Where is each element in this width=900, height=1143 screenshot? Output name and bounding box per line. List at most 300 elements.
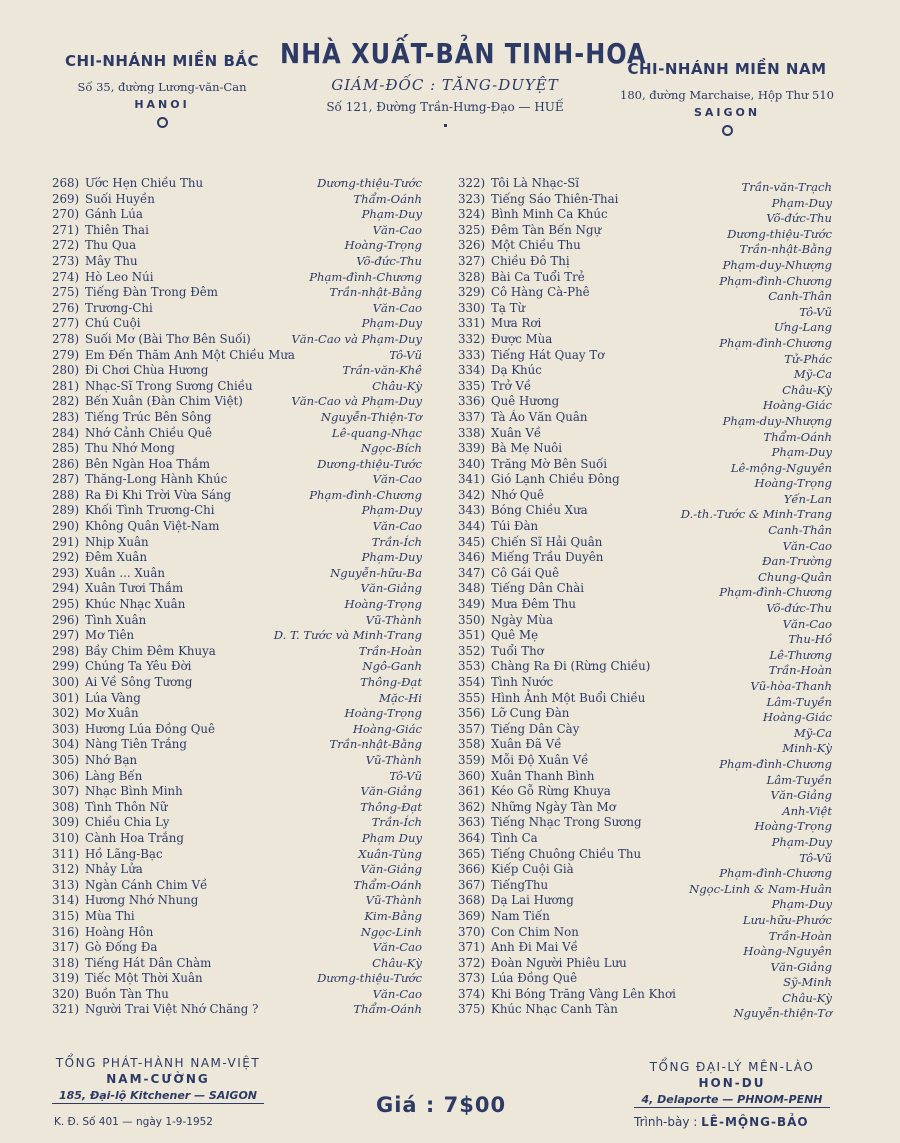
song-number: 313) bbox=[52, 877, 80, 892]
song-row bbox=[458, 706, 832, 725]
song-title: Đêm Xuân bbox=[85, 550, 148, 565]
song-number: 342) bbox=[458, 487, 486, 502]
north-branch-city: HANOI bbox=[134, 98, 190, 111]
song-author: Đan-Trường bbox=[762, 554, 832, 569]
song-row bbox=[52, 597, 422, 613]
song-author: Phạm-đình-Chương bbox=[719, 585, 832, 600]
song-author: Trần-Hoàn bbox=[768, 928, 832, 943]
song-title: Tình Ca bbox=[491, 830, 538, 845]
song-number: 293) bbox=[52, 565, 80, 580]
song-author: Ngô-Ganh bbox=[362, 659, 422, 674]
song-row bbox=[458, 441, 832, 460]
song-number: 274) bbox=[52, 269, 80, 284]
song-title: Mùa Thi bbox=[85, 908, 135, 923]
song-number: 287) bbox=[52, 472, 80, 487]
song-number: 270) bbox=[52, 207, 80, 222]
song-row bbox=[52, 457, 422, 473]
song-row bbox=[458, 940, 832, 959]
song-row bbox=[458, 316, 832, 335]
song-row bbox=[458, 270, 832, 286]
song-title: Chiều Đô Thị bbox=[491, 253, 570, 268]
song-author: Hoàng-Giác bbox=[762, 710, 832, 725]
song-row bbox=[458, 925, 832, 941]
song-row bbox=[458, 550, 832, 569]
song-title: Suối Mơ (Bài Thơ Bên Suối) bbox=[85, 331, 251, 346]
song-number: 334) bbox=[458, 363, 486, 378]
song-title: Bến Xuân (Đàn Chim Việt) bbox=[85, 394, 243, 409]
song-title: Ai Về Sông Tương bbox=[85, 675, 193, 689]
song-title: Ước Hẹn Chiều Thu bbox=[85, 176, 204, 190]
song-number: 272) bbox=[52, 238, 80, 253]
song-title: Cô Hàng Cà-Phê bbox=[491, 285, 590, 300]
song-author: Phạm-đình-Chương bbox=[309, 269, 422, 284]
song-title: Cô Gái Quê bbox=[491, 565, 560, 580]
song-number: 269) bbox=[52, 191, 80, 206]
song-author: Võ-đức-Thu bbox=[766, 601, 832, 616]
song-author: Hoàng-Trọng bbox=[754, 476, 832, 491]
song-title: Khối Tình Trương-Chi bbox=[85, 503, 215, 518]
song-author: Lâm-Tuyền bbox=[766, 772, 832, 787]
song-title: Mơ Xuân bbox=[85, 706, 139, 721]
song-title: Xuân Về bbox=[491, 425, 542, 440]
song-title: Thu Nhớ Mong bbox=[85, 441, 175, 456]
song-author: Mặc-Hi bbox=[378, 690, 422, 705]
song-row bbox=[458, 753, 832, 769]
song-number: 356) bbox=[458, 706, 486, 721]
song-number: 374) bbox=[458, 986, 486, 1001]
song-author: Văn-Cao bbox=[372, 986, 422, 1001]
song-author: Phạm Duy bbox=[361, 830, 422, 845]
song-author: Thẩm-Oánh bbox=[353, 877, 422, 892]
song-author: Văn-Giảng bbox=[360, 784, 422, 799]
song-row bbox=[458, 192, 832, 208]
song-author: Phạm-Duy bbox=[771, 445, 832, 460]
song-number: 276) bbox=[52, 300, 80, 315]
song-author: Phạm-Duy bbox=[771, 897, 832, 912]
song-number: 317) bbox=[52, 940, 80, 955]
publisher-block bbox=[280, 37, 647, 127]
song-row bbox=[458, 566, 832, 582]
song-number: 351) bbox=[458, 628, 486, 643]
song-title: Ngàn Cánh Chim Về bbox=[85, 877, 208, 892]
song-row bbox=[52, 270, 422, 286]
song-title: Chiều Chia Ly bbox=[85, 815, 170, 830]
song-title: TiếngThu bbox=[491, 877, 549, 892]
song-title: Chú Cuội bbox=[85, 316, 141, 331]
song-author: Hoàng-Trọng bbox=[754, 819, 832, 834]
song-title: Tiếng Hát Quay Tơ bbox=[491, 347, 605, 362]
song-row bbox=[458, 675, 832, 691]
song-row bbox=[458, 457, 832, 473]
song-author: Dương-thiệu-Tước bbox=[317, 971, 422, 986]
song-author: Hoàng-Trọng bbox=[344, 706, 422, 721]
song-title: Buồn Tàn Thu bbox=[85, 986, 169, 1001]
song-author: Trần-nhật-Bằng bbox=[739, 242, 832, 257]
song-row bbox=[52, 878, 422, 894]
song-row bbox=[458, 519, 832, 538]
song-row bbox=[52, 800, 422, 816]
distributor-name: NAM-CƯỜNG bbox=[106, 1072, 210, 1086]
design-credit bbox=[634, 1115, 809, 1129]
song-author: Phạm-Duy bbox=[771, 834, 832, 849]
song-row bbox=[458, 971, 832, 990]
song-author: Dương-thiệu-Tước bbox=[317, 456, 422, 471]
song-row bbox=[458, 394, 832, 413]
song-number: 285) bbox=[52, 441, 80, 456]
song-row bbox=[458, 176, 832, 192]
song-author: Tử-Phác bbox=[784, 351, 832, 366]
song-number: 369) bbox=[458, 908, 486, 923]
song-row bbox=[52, 862, 422, 878]
song-number: 278) bbox=[52, 331, 80, 346]
song-number: 296) bbox=[52, 612, 80, 627]
song-number: 364) bbox=[458, 830, 486, 845]
song-row bbox=[52, 987, 422, 1003]
song-author: Võ-đức-Thu bbox=[766, 211, 832, 226]
song-number: 321) bbox=[52, 1002, 80, 1017]
song-number: 370) bbox=[458, 924, 486, 939]
song-title: Tình Nước bbox=[491, 675, 554, 689]
song-title: Quê Hương bbox=[491, 394, 560, 409]
song-row bbox=[52, 410, 422, 426]
song-number: 360) bbox=[458, 768, 486, 783]
song-row bbox=[458, 472, 832, 491]
song-title: Kéo Gỗ Rừng Khuya bbox=[491, 784, 611, 799]
song-author: Lê-quang-Nhạc bbox=[331, 425, 422, 440]
song-number: 335) bbox=[458, 378, 486, 393]
song-row bbox=[52, 441, 422, 457]
song-number: 320) bbox=[52, 986, 80, 1001]
song-row bbox=[52, 363, 422, 379]
song-author: Vũ-Thành bbox=[365, 893, 422, 908]
song-row bbox=[52, 706, 422, 722]
song-title: Tình Xuân bbox=[85, 612, 147, 627]
song-title: Khúc Nhạc Xuân bbox=[85, 597, 186, 612]
song-number: 316) bbox=[52, 924, 80, 939]
song-title: Nhạc Bình Minh bbox=[85, 784, 183, 799]
song-author: Trần-Ích bbox=[371, 815, 422, 830]
song-number: 292) bbox=[52, 550, 80, 565]
song-author: Phạm-duy-Nhượng bbox=[722, 413, 832, 428]
north-branch bbox=[52, 52, 272, 132]
song-row bbox=[458, 893, 832, 912]
song-author: Phạm-đình-Chương bbox=[719, 866, 832, 881]
song-title: Đêm Tàn Bến Ngự bbox=[491, 222, 602, 237]
song-author: D. T. Tước và Minh-Trang bbox=[273, 628, 422, 643]
song-author: Văn-Cao bbox=[372, 519, 422, 534]
agent-block bbox=[634, 1060, 830, 1108]
song-title: Hoàng Hôn bbox=[85, 924, 154, 939]
song-author: Ưng-Lang bbox=[773, 320, 832, 335]
song-title: Con Chim Non bbox=[491, 924, 579, 939]
song-row bbox=[52, 644, 422, 660]
song-author: Phạm-Duy bbox=[361, 207, 422, 222]
song-number: 333) bbox=[458, 347, 486, 362]
song-row bbox=[52, 535, 422, 551]
song-list-right bbox=[458, 176, 832, 1021]
song-number: 315) bbox=[52, 908, 80, 923]
design-label: Trình-bày : bbox=[634, 1115, 698, 1129]
agent-address: 4, Delaporte — PHNOM-PENH bbox=[634, 1093, 830, 1108]
song-author: Hoàng-Nguyên bbox=[743, 944, 832, 959]
song-author: Phạm-đình-Chương bbox=[719, 335, 832, 350]
song-title: Trương-Chi bbox=[85, 300, 153, 315]
song-row bbox=[458, 207, 832, 226]
song-author: Văn-Cao bbox=[782, 538, 832, 553]
song-author: Trần-Ích bbox=[371, 534, 422, 549]
song-title: Tà Áo Văn Quân bbox=[491, 409, 588, 424]
song-row bbox=[52, 613, 422, 629]
song-row bbox=[52, 285, 422, 301]
song-title: Tạ Từ bbox=[491, 300, 526, 315]
song-author: Yến-Lan bbox=[783, 491, 832, 506]
song-title: Kiếp Cuội Già bbox=[491, 862, 574, 877]
song-author: Tô-Vũ bbox=[799, 304, 832, 319]
song-number: 332) bbox=[458, 331, 486, 346]
song-row bbox=[52, 348, 422, 364]
song-title: Tiếng Sáo Thiên-Thai bbox=[491, 191, 619, 206]
song-number: 308) bbox=[52, 799, 80, 814]
song-title: Nhớ Bạn bbox=[85, 752, 138, 767]
south-branch-title: CHI-NHÁNH MIỀN NAM bbox=[627, 60, 827, 78]
song-author: Vũ-Thành bbox=[365, 752, 422, 767]
south-branch-city: SAIGON bbox=[693, 106, 761, 119]
song-number: 355) bbox=[458, 690, 486, 705]
song-author: Văn-Cao bbox=[372, 222, 422, 237]
song-row bbox=[458, 987, 832, 1003]
song-row bbox=[458, 659, 832, 678]
song-author: Canh-Thân bbox=[768, 523, 832, 538]
song-title: Gò Đống Đa bbox=[85, 940, 158, 955]
song-title: Bóng Chiều Xưa bbox=[491, 503, 588, 518]
song-author: Võ-đức-Thu bbox=[356, 253, 422, 268]
song-row bbox=[458, 909, 832, 925]
song-row bbox=[458, 831, 832, 847]
song-author: Lê-Thương bbox=[769, 647, 832, 662]
song-number: 353) bbox=[458, 659, 486, 674]
song-row bbox=[458, 769, 832, 785]
song-title: Xuân Tươi Thắm bbox=[85, 581, 184, 596]
song-number: 275) bbox=[52, 285, 80, 300]
song-title: Ra Đi Khi Trời Vừa Sáng bbox=[85, 487, 232, 502]
song-number: 346) bbox=[458, 550, 486, 565]
song-author: Nguyễn-hữu-Ba bbox=[330, 565, 422, 580]
song-author: Lê-mộng-Nguyên bbox=[730, 460, 832, 475]
song-author: Phạm-đình-Chương bbox=[719, 756, 832, 771]
song-author: Phạm-đình-Chương bbox=[309, 487, 422, 502]
song-number: 302) bbox=[52, 706, 80, 721]
song-number: 338) bbox=[458, 425, 486, 440]
song-title: Lúa Vàng bbox=[85, 690, 141, 705]
song-title: Nàng Tiên Trắng bbox=[85, 737, 187, 752]
song-row bbox=[52, 753, 422, 769]
song-number: 280) bbox=[52, 363, 80, 378]
song-number: 359) bbox=[458, 752, 486, 767]
song-row bbox=[458, 581, 832, 600]
song-title: Nam Tiến bbox=[491, 908, 550, 923]
song-author: Lưu-hữu-Phước bbox=[742, 912, 832, 927]
song-row bbox=[458, 254, 832, 270]
song-number: 305) bbox=[52, 752, 80, 767]
song-author: Dương-thiệu-Tước bbox=[727, 226, 832, 241]
song-number: 340) bbox=[458, 456, 486, 471]
song-number: 373) bbox=[458, 971, 486, 986]
song-title: Tình Thôn Nữ bbox=[85, 799, 168, 814]
song-number: 318) bbox=[52, 955, 80, 970]
song-number: 331) bbox=[458, 316, 486, 331]
song-number: 372) bbox=[458, 955, 486, 970]
song-title: Em Đến Thăm Anh Một Chiều Mưa bbox=[85, 347, 295, 362]
song-row bbox=[52, 659, 422, 675]
publisher-address: Số 121, Đường Trần-Hưng-Đạo — HUẾ bbox=[326, 100, 564, 114]
license-number: K. Đ. Số 401 — ngày 1-9-1952 bbox=[54, 1116, 213, 1128]
song-title: Dạ Lai Hương bbox=[491, 893, 574, 908]
song-row bbox=[52, 784, 422, 800]
song-row bbox=[52, 925, 422, 941]
song-title: Thiên Thai bbox=[85, 222, 149, 237]
song-author: Ngọc-Linh & Nam-Huân bbox=[689, 881, 832, 896]
song-title: Chàng Ra Đi (Rừng Chiều) bbox=[491, 659, 651, 674]
song-number: 311) bbox=[52, 846, 80, 861]
song-author: Anh-Việt bbox=[782, 803, 832, 818]
song-number: 309) bbox=[52, 815, 80, 830]
song-row bbox=[52, 847, 422, 863]
song-row bbox=[52, 956, 422, 972]
distributor-address: 185, Đại-lộ Kitchener — SAIGON bbox=[52, 1089, 264, 1104]
song-title: Mơ Tiên bbox=[85, 628, 135, 643]
song-title: Người Trai Việt Nhớ Chăng ? bbox=[85, 1002, 259, 1017]
song-row bbox=[52, 550, 422, 566]
song-number: 358) bbox=[458, 737, 486, 752]
agent-title: TỔNG ĐẠI-LÝ MÊN-LÀO bbox=[649, 1060, 815, 1074]
song-row bbox=[52, 831, 422, 847]
song-row bbox=[458, 426, 832, 442]
song-title: Thu Qua bbox=[85, 238, 137, 253]
song-row bbox=[458, 722, 832, 738]
song-number: 328) bbox=[458, 269, 486, 284]
song-author: Văn-Cao bbox=[782, 616, 832, 631]
song-number: 298) bbox=[52, 643, 80, 658]
song-author: Văn-Giảng bbox=[770, 959, 832, 974]
song-number: 290) bbox=[52, 519, 80, 534]
song-author: Thu-Hồ bbox=[788, 632, 832, 647]
song-row bbox=[52, 332, 422, 348]
song-row bbox=[52, 691, 422, 707]
song-author: Phạm-Duy bbox=[361, 316, 422, 331]
song-title: Xuân Đã Về bbox=[491, 737, 562, 752]
song-number: 307) bbox=[52, 784, 80, 799]
song-number: 363) bbox=[458, 815, 486, 830]
song-author: Vũ-Thành bbox=[365, 612, 422, 627]
song-row bbox=[458, 1002, 832, 1021]
song-number: 279) bbox=[52, 347, 80, 362]
song-row bbox=[458, 301, 832, 317]
song-row bbox=[458, 691, 832, 707]
song-title: Đoàn Người Phiêu Lưu bbox=[491, 955, 627, 970]
song-title: Chiến Sĩ Hải Quân bbox=[491, 534, 603, 549]
song-row bbox=[458, 613, 832, 629]
song-author: Trần-nhật-Bằng bbox=[329, 737, 422, 752]
song-title: Tiếng Nhạc Trong Sương bbox=[491, 815, 642, 830]
song-number: 297) bbox=[52, 628, 80, 643]
song-author: Trần-nhật-Bằng bbox=[329, 285, 422, 300]
song-number: 304) bbox=[52, 737, 80, 752]
song-title: Gió Lạnh Chiều Đông bbox=[491, 472, 620, 487]
song-title: Anh Đi Mai Về bbox=[491, 940, 578, 955]
song-author: Ngọc-Linh bbox=[360, 924, 422, 939]
north-branch-address: Số 35, đường Lương-văn-Can bbox=[77, 80, 247, 94]
song-title: Nhạc-Sĩ Trong Sương Chiều bbox=[85, 378, 253, 393]
song-number: 323) bbox=[458, 191, 486, 206]
song-row bbox=[458, 285, 832, 304]
song-row bbox=[458, 363, 832, 382]
song-number: 375) bbox=[458, 1002, 486, 1017]
song-number: 352) bbox=[458, 643, 486, 658]
song-number: 336) bbox=[458, 394, 486, 409]
song-title: Xuân Thanh Bình bbox=[491, 768, 595, 783]
song-title: Bà Mẹ Nuôi bbox=[491, 441, 563, 456]
song-row bbox=[458, 878, 832, 894]
song-author: Xuân-Tùng bbox=[358, 846, 422, 861]
song-number: 283) bbox=[52, 409, 80, 424]
song-title: Nhảy Lửa bbox=[85, 862, 143, 877]
north-branch-title: CHI-NHÁNH MIỀN BẮC bbox=[65, 52, 259, 70]
song-author: Châu-Kỳ bbox=[782, 382, 832, 397]
song-number: 324) bbox=[458, 207, 486, 222]
song-number: 300) bbox=[52, 675, 80, 689]
song-title: Xuân ... Xuân bbox=[85, 565, 166, 580]
song-author: Phạm-Duy bbox=[361, 550, 422, 565]
song-author: Châu-Kỳ bbox=[372, 378, 422, 393]
song-number: 344) bbox=[458, 519, 486, 534]
song-author: Minh-Kỳ bbox=[782, 741, 832, 756]
song-row bbox=[458, 379, 832, 395]
song-title: Cành Hoa Trắng bbox=[85, 830, 184, 845]
song-author: Thông-Đạt bbox=[360, 799, 422, 814]
song-row bbox=[52, 893, 422, 909]
ornament-dot-icon bbox=[444, 124, 447, 127]
song-number: 368) bbox=[458, 893, 486, 908]
song-author: Châu-Kỳ bbox=[782, 990, 832, 1005]
song-number: 371) bbox=[458, 940, 486, 955]
song-author: Ngọc-Bích bbox=[360, 441, 422, 456]
song-author: Kim-Bằng bbox=[364, 908, 422, 923]
song-title: Trăng Mờ Bên Suối bbox=[491, 456, 608, 471]
song-author: Tô-Vũ bbox=[389, 768, 422, 783]
song-title: Hồ Lãng-Bạc bbox=[85, 846, 163, 861]
song-row bbox=[458, 956, 832, 972]
song-number: 310) bbox=[52, 830, 80, 845]
song-title: Bầy Chim Đêm Khuya bbox=[85, 643, 216, 658]
song-row bbox=[458, 628, 832, 647]
song-number: 367) bbox=[458, 877, 486, 892]
song-author: Thẩm-Oánh bbox=[763, 429, 832, 444]
song-row bbox=[52, 254, 422, 270]
song-row bbox=[458, 847, 832, 863]
song-title: Tuổi Thơ bbox=[491, 643, 544, 658]
song-row bbox=[458, 503, 832, 522]
ornament-circle-icon bbox=[722, 125, 733, 136]
song-row bbox=[52, 581, 422, 597]
song-row bbox=[458, 737, 832, 756]
song-row bbox=[52, 940, 422, 956]
song-row bbox=[458, 332, 832, 348]
song-number: 341) bbox=[458, 472, 486, 487]
song-row bbox=[52, 176, 422, 192]
song-author: Mỹ-Ca bbox=[793, 367, 832, 382]
song-title: Tiếng Chuông Chiều Thu bbox=[491, 846, 642, 861]
song-number: 349) bbox=[458, 597, 486, 612]
